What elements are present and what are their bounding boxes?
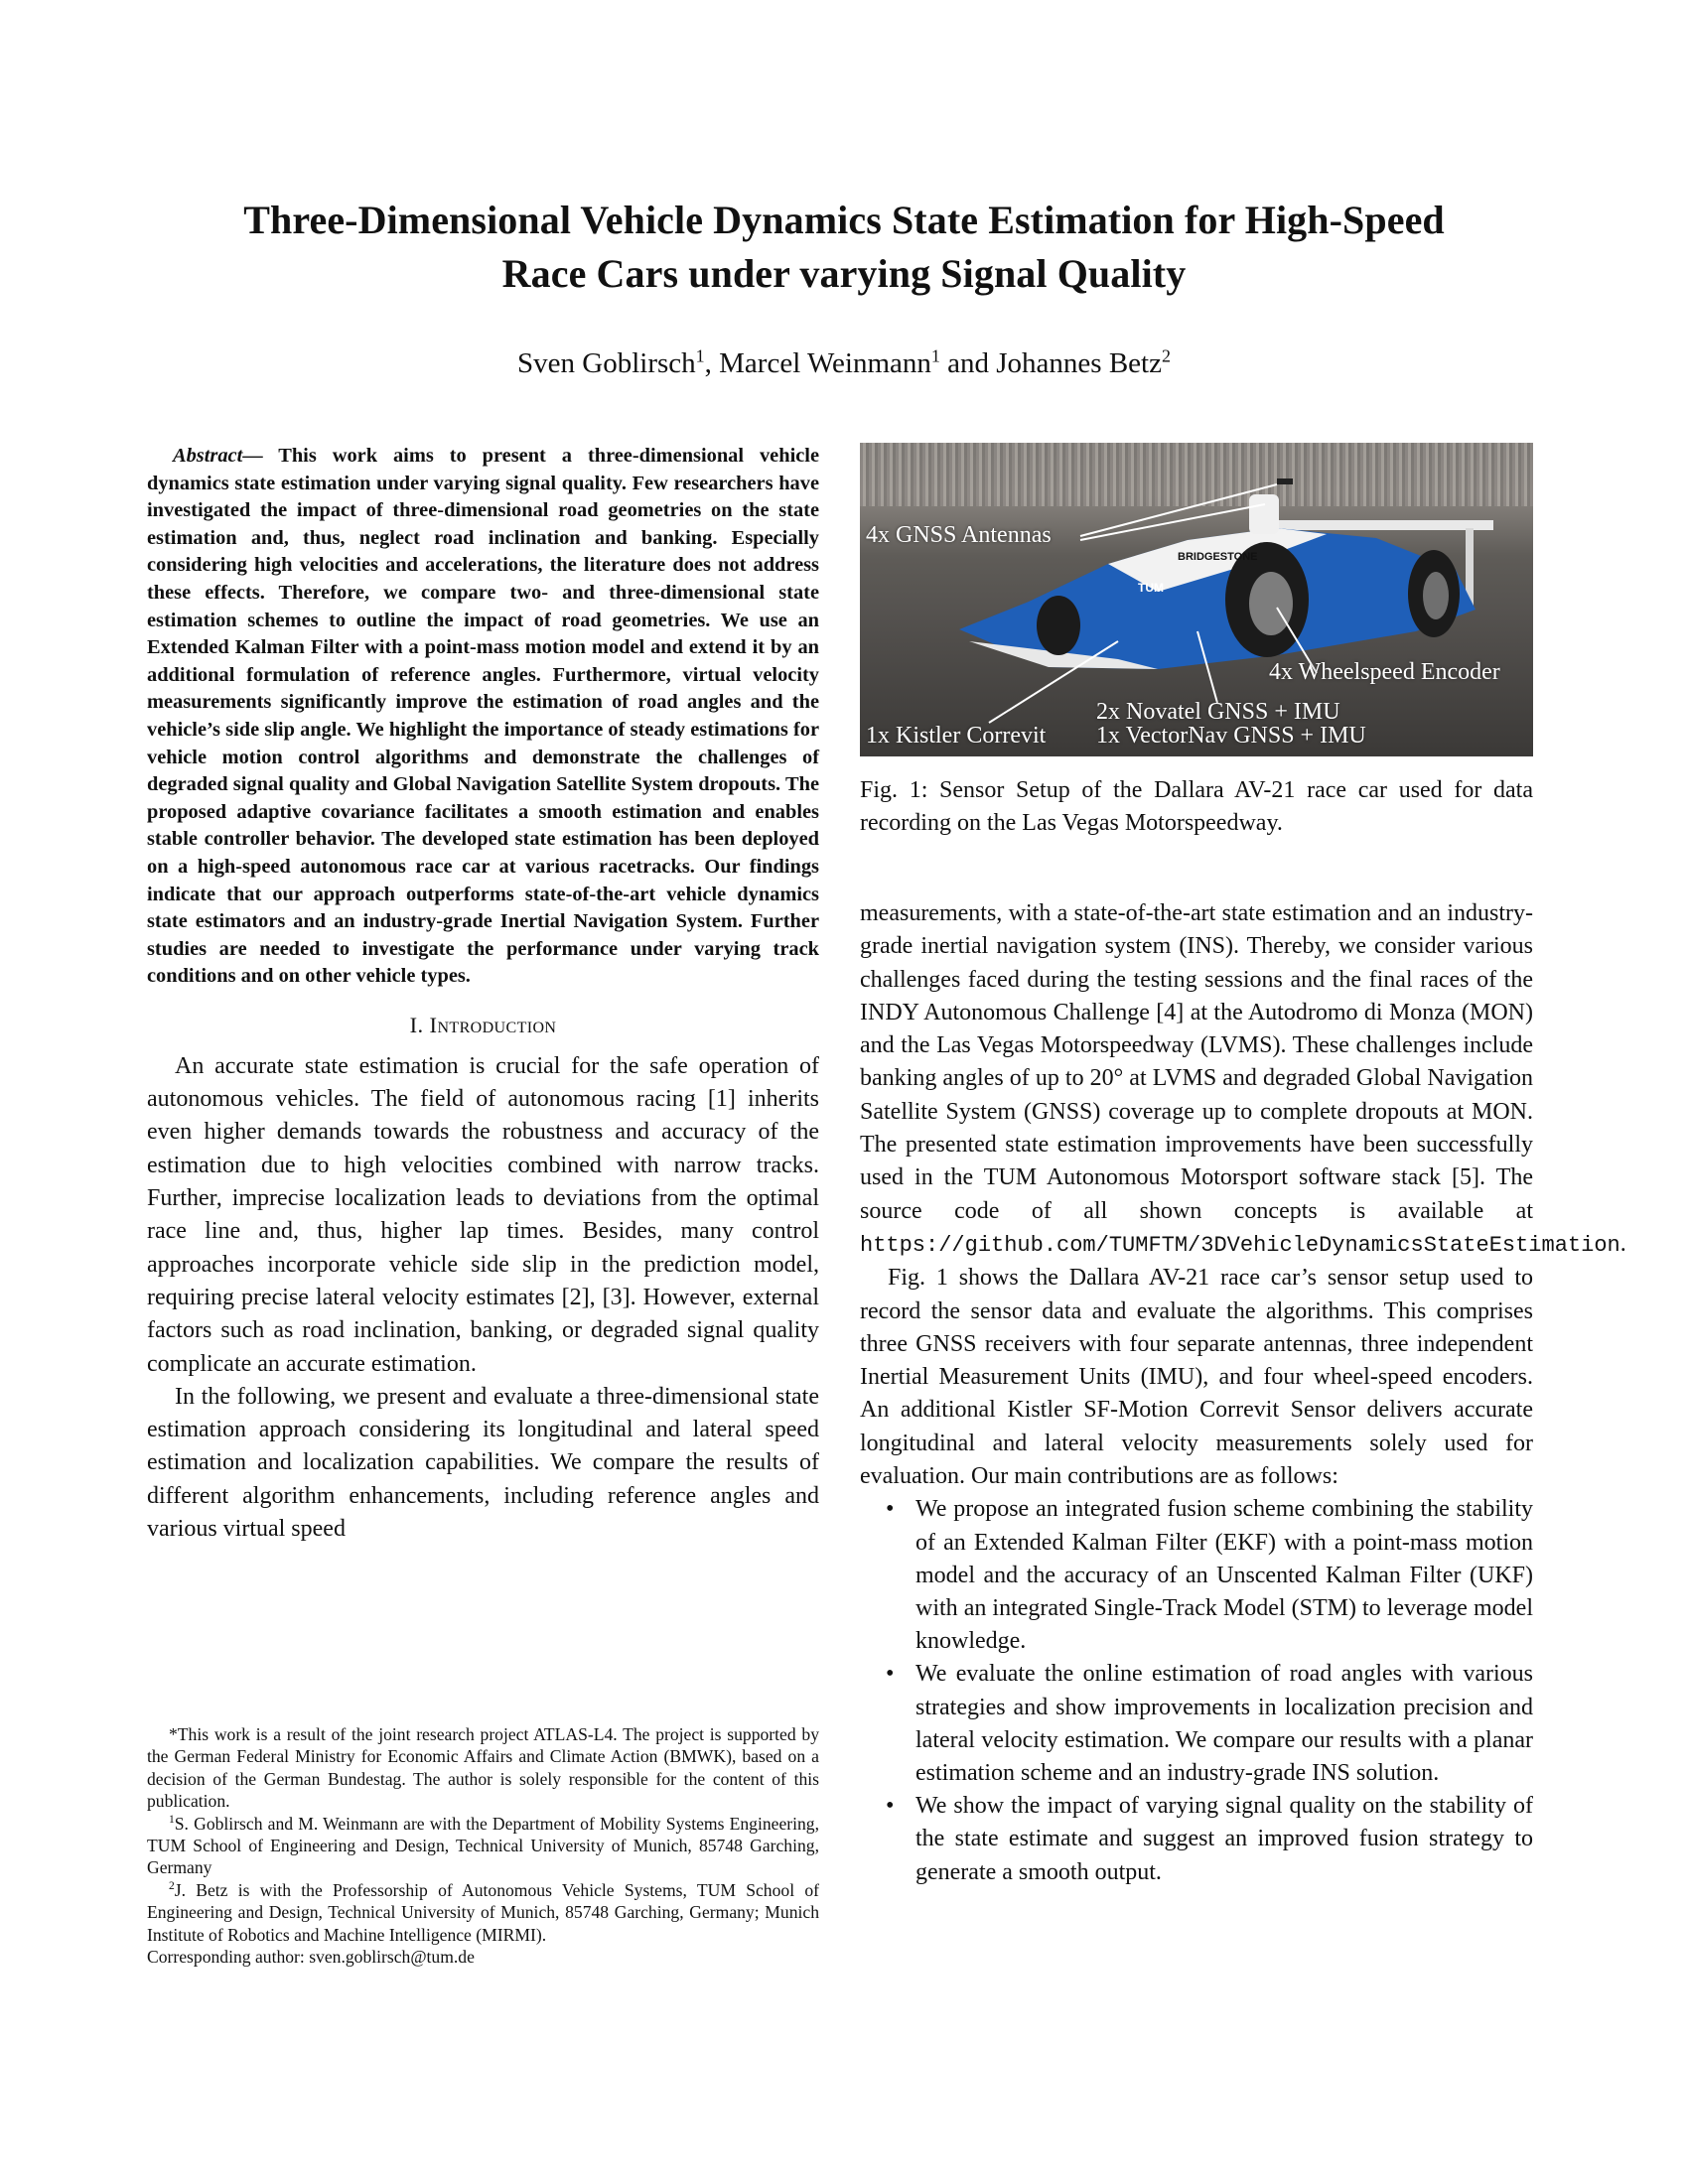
right-paragraph-2: Fig. 1 shows the Dallara AV-21 race car’s sensor setup used to record the sensor data and evaluate the algorithms. This comprises three GNSS receivers with four separate antennas, three independent Inertial Measurement Units (IMU), and four wheel-speed encoders. An additional Kistler SF-Motion Correvit Sensor delivers accurate longitudinal and lateral velocity measurements solely used for evaluation. Our main contributions are as follows:: [860, 1265, 1533, 1490]
footnotes: [147, 1723, 819, 1968]
footnote-affiliation-1: [147, 1813, 819, 1879]
contributions-list: [860, 1493, 1533, 1888]
contribution-text: We evaluate the online estimation of road angles with various strategies and show improvements in localization precision and lateral velocity estimation. We compare our results with a planar estimation scheme and an industry-grade INS solution.: [915, 1661, 1533, 1786]
abstract: [147, 443, 819, 991]
contribution-item: [860, 1493, 1533, 1658]
footnote-1-text: S. Goblirsch and M. Weinmann are with the Department of Mobility Systems Engineering, TUM School of Engineering and Design, Technical University of Munich, 85748 Garching, Germany: [147, 1813, 819, 1878]
author-2-affiliation: 1: [930, 345, 940, 366]
footnote-2-mark: 2: [169, 1879, 175, 1892]
left-column: [147, 443, 819, 1546]
car-team-text: TUM: [1138, 581, 1164, 595]
footnote-funding: *This work is a result of the joint research project ATLAS-L4. The project is supported by the German Federal Ministry for Economic Affairs and Climate Action (BMWK), based on a decision of the German Bundestag. The author is solely responsible for the content of this publication.: [147, 1724, 819, 1812]
abstract-dash: —: [242, 445, 279, 467]
car-sponsor-text: BRIDGESTONE: [1178, 551, 1258, 563]
author-1-affiliation: 1: [695, 345, 705, 366]
airbox: [1249, 494, 1279, 534]
section-heading-introduction: [147, 1011, 819, 1040]
label-novatel-gnss-imu: 2x Novatel GNSS + IMU: [1096, 699, 1340, 725]
footnote-1-mark: 1: [169, 1813, 175, 1826]
rear-right-rim: [1423, 572, 1449, 619]
url-period: .: [1619, 1230, 1626, 1257]
section-numeral: I.: [409, 1012, 430, 1037]
author-1: Sven Goblirsch: [517, 347, 696, 379]
label-gnss-antennas: 4x GNSS Antennas: [866, 522, 1052, 548]
intro-paragraph-1: An accurate state estimation is crucial for the safe operation of autonomous vehicles. The field of autonomous racing [1] inherits even higher demands towards the robustness and accuracy of the estimation due to high velocities combined with narrow tracks. Further, imprecise localization leads to deviations from the optimal race line and, thus, higher lap times. Besides, many control approaches incorporate vehicle side slip in the prediction model, requiring precise lateral velocity estimates [2], [3]. However, external factors such as road inclination, banking, or degraded signal quality complicate an accurate estimation.: [147, 1052, 819, 1377]
author-2: Marcel Weinmann: [719, 347, 931, 379]
contribution-item: [860, 1790, 1533, 1889]
title-line-2: Race Cars under varying Signal Quality: [501, 251, 1187, 296]
front-left-wheel: [1037, 596, 1080, 655]
bullet-marker: •: [886, 1793, 895, 1820]
title-line-1: Three-Dimensional Vehicle Dynamics State Estimation for High-Speed: [243, 198, 1445, 242]
contribution-item: [860, 1658, 1533, 1790]
intro-paragraph-2: In the following, we present and evaluate a three-dimensional state estimation approach considering its longitudinal and lateral speed estimation and localization capabilities. We compare the results of different algorithm enhancements, including reference angles and various virtual speed: [147, 1383, 819, 1543]
contribution-text: We show the impact of varying signal quality on the stability of the state estimate and suggest an improved fusion strategy to generate a smooth output.: [915, 1793, 1533, 1885]
right-column-text: [860, 897, 1626, 1889]
label-vectornav-gnss-imu: 1x VectorNav GNSS + IMU: [1096, 723, 1366, 749]
contribution-text: We propose an integrated fusion scheme combining the stability of an Extended Kalman Filter (EKF) with a point-mass motion model and the accuracy of an Unscented Kalman Filter (UKF) with an integrated Single-Track Model (STM) to leverage model knowledge.: [915, 1496, 1533, 1655]
author-list: Sven Goblirsch$^1$, Marcel Weinmann$^1$ and Johannes Betz$^2$: [517, 345, 1171, 379]
right-column: [860, 443, 1626, 1889]
author-3-affiliation: 2: [1161, 345, 1171, 366]
right-paragraph-1-text: measurements, with a state-of-the-art state estimation and an industry-grade inertial navigation system (INS). Thereby, we consider various challenges faced during the testing sessions and the final races of the INDY Autonomous Challenge [4] at the Autodromo di Monza (MON) and the Las Vegas Motorspeedway (LVMS). These challenges include banking angles of up to 20° at LVMS and degraded Global Navigation Satellite System (GNSS) coverage up to complete dropouts at MON. The presented state estimation improvements have been successfully used in the TUM Autonomous Motorsport software stack [5]. The source code of all shown concepts is available at: [860, 900, 1533, 1224]
label-wheelspeed-encoder: 4x Wheelspeed Encoder: [1269, 659, 1500, 685]
bullet-marker: •: [886, 1661, 895, 1688]
footnote-2-text: J. Betz is with the Professorship of Autonomous Vehicle Systems, TUM School of Engineering and Design, Technical University of Munich, 85748 Garching, Germany; Munich Institute of Robotics and Machine Intelligence (MIRMI).: [147, 1879, 819, 1945]
callout-line-antennas-1: [1080, 484, 1277, 536]
paper-title: [119, 194, 1569, 301]
figure-1-caption: Fig. 1: Sensor Setup of the Dallara AV-21 race car used for data recording on the Las Vegas Motorspeedway.: [860, 777, 1533, 836]
figure-1-sensor-setup-photo: [860, 443, 1533, 756]
footnote-corresponding-author: Corresponding author: sven.goblirsch@tum.de: [147, 1947, 475, 1968]
right-paragraph-1: [860, 897, 1626, 1262]
author-3: Johannes Betz: [996, 347, 1162, 379]
label-kistler-correvit: 1x Kistler Correvit: [866, 723, 1047, 749]
antenna-mount: [1277, 478, 1293, 484]
rear-wing: [1265, 520, 1493, 530]
source-code-url[interactable]: https://github.com/TUMFTM/3DVehicleDynamicsStateEstimation: [860, 1232, 1620, 1258]
section-title: Introduction: [429, 1012, 557, 1037]
abstract-label: Abstract: [173, 445, 243, 467]
footnote-affiliation-2: [147, 1879, 819, 1946]
author-conjunction: and: [947, 347, 990, 379]
bullet-marker: •: [886, 1496, 895, 1523]
front-right-rim: [1249, 572, 1293, 635]
abstract-text: This work aims to present a three-dimensional vehicle dynamics state estimation under varying signal quality. Few researchers have investigated the impact of three-dimensional road geometries on the state estimation and, thus, neglect road inclination and banking. Especially considering high velocities and accelerations, the literature does not address these effects. Therefore, we compare two- and three-dimensional state estimation schemes to outline the impact of road geometries. We use an Extended Kalman Filter with a point-mass motion model and extend it by an additional formulation of reference angles. Furthermore, virtual velocity measurements significantly improve the estimation of road angles and the vehicle’s side slip angle. We highlight the importance of steady estimations for vehicle motion control algorithms and demonstrate the challenges of degraded signal quality and Global Navigation Satellite System dropouts. The proposed adaptive covariance facilitates a smooth estimation and enables stable controller behavior. The developed state estimation has been deployed on a high-speed autonomous race car at various racetracks. Our findings indicate that our approach outperforms state-of-the-art vehicle dynamics state estimators and an industry-grade Inertial Navigation System. Further studies are needed to investigate the performance under varying track conditions and on other vehicle types.: [147, 445, 819, 988]
